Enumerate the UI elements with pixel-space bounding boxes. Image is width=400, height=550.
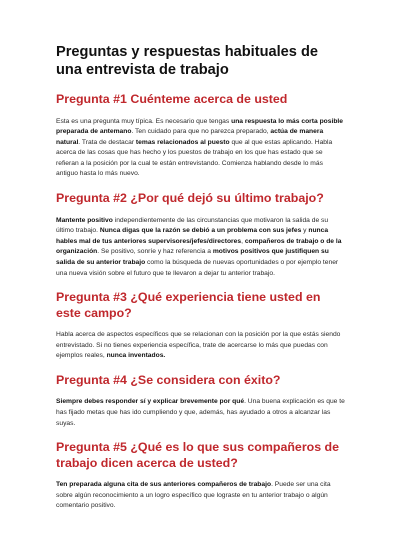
text-run: independientemente de las circunstancias que motivaron la salida de su último trabajo. <box>56 216 329 235</box>
bold-text-run: una respuesta lo más corta posible preparada de antemano <box>56 117 343 136</box>
question-heading: Pregunta #1 Cuénteme acerca de usted <box>56 92 288 106</box>
question-section-1 <box>56 92 346 180</box>
bold-text-run: Ten preparada alguna cita de sus anteriores compañeros de trabajo <box>56 481 272 489</box>
question-heading: Pregunta #3 ¿Qué experiencia tiene usted en este campo? <box>56 290 321 320</box>
bold-text-run: actúa de manera natural <box>56 128 324 146</box>
question-heading: Pregunta #2 ¿Por qué dejó su último trabajo? <box>56 191 324 206</box>
document-page <box>56 44 346 512</box>
text-run: . Se positivo, sonríe y haz referencia a <box>97 248 213 256</box>
text-run: Esta es una pregunta muy típica. Es necesario que tengas <box>56 117 232 125</box>
question-heading: Pregunta #5 ¿Qué es lo que sus compañeros de trabajo dicen acerca de usted? <box>56 440 340 470</box>
bold-text-run: nunca inventados. <box>106 352 166 360</box>
bold-text-run: Mantente positivo <box>56 216 113 224</box>
text-run: que al que estas aplicando. Habla acerca de las cosas que has hecho y los puestos de trabajo en los que has estado que se refieran a la posición por la cual te están entrevistando. Comienza hablando desde lo más antiguo hasta lo más nuevo. <box>56 138 333 178</box>
text-run: . Ten cuidado para que no parezca preparado, <box>131 128 271 136</box>
bold-text-run: temas relacionados al puesto <box>135 138 230 146</box>
text-run: y <box>301 227 309 235</box>
text-run: , <box>241 237 245 245</box>
answer-paragraph <box>56 117 346 181</box>
text-run: . Puede ser una cita sobre algún reconocimiento a un logro específico que lograste en tu anterior trabajo o algún comentario positivo. <box>56 481 331 510</box>
answer-paragraph <box>56 216 346 280</box>
answer-paragraph <box>56 480 346 510</box>
question-section-5 <box>56 440 346 510</box>
question-heading: Pregunta #4 ¿Se considera con éxito? <box>56 372 281 387</box>
bold-text-run: compañeros de trabajo o de la organización <box>56 237 342 256</box>
text-run: . Una buena explicación es que te has fijado metas que has ido cumpliendo y que, además, has ayudado a otros a alcanzar las suyas. <box>56 398 345 427</box>
bold-text-run: motivos positivos que justifiquen su salida de su anterior trabajo <box>56 248 329 266</box>
bold-text-run: Nunca digas que la razón se debió a un problema con sus jefes <box>99 227 302 235</box>
answer-paragraph <box>56 330 346 362</box>
question-section-4 <box>56 373 346 429</box>
text-run: . Trata de destacar <box>78 138 136 146</box>
text-run: como la búsqueda de nuevas oportunidades o por ejemplo tener una nueva visión sobre el futuro que te llevaron a dejar tu anterior trabajo. <box>56 258 339 277</box>
bold-text-run: Siempre debes responder sí y explicar brevemente por qué <box>56 398 245 406</box>
document-title: Preguntas y respuestas habituales de una entrevista de trabajo <box>56 44 318 78</box>
question-section-3 <box>56 290 346 362</box>
question-section-2 <box>56 191 346 279</box>
bold-text-run: nunca hables mal de tus anteriores supervisores/jefes/directores <box>56 227 329 245</box>
answer-paragraph <box>56 397 346 429</box>
text-run: Habla acerca de aspectos específicos que se relacionan con la posición por la que estás siendo entrevistado. Si no tienes experiencia específica, trate de acercarse lo más que puedas con ejemplos reales, <box>56 331 341 360</box>
